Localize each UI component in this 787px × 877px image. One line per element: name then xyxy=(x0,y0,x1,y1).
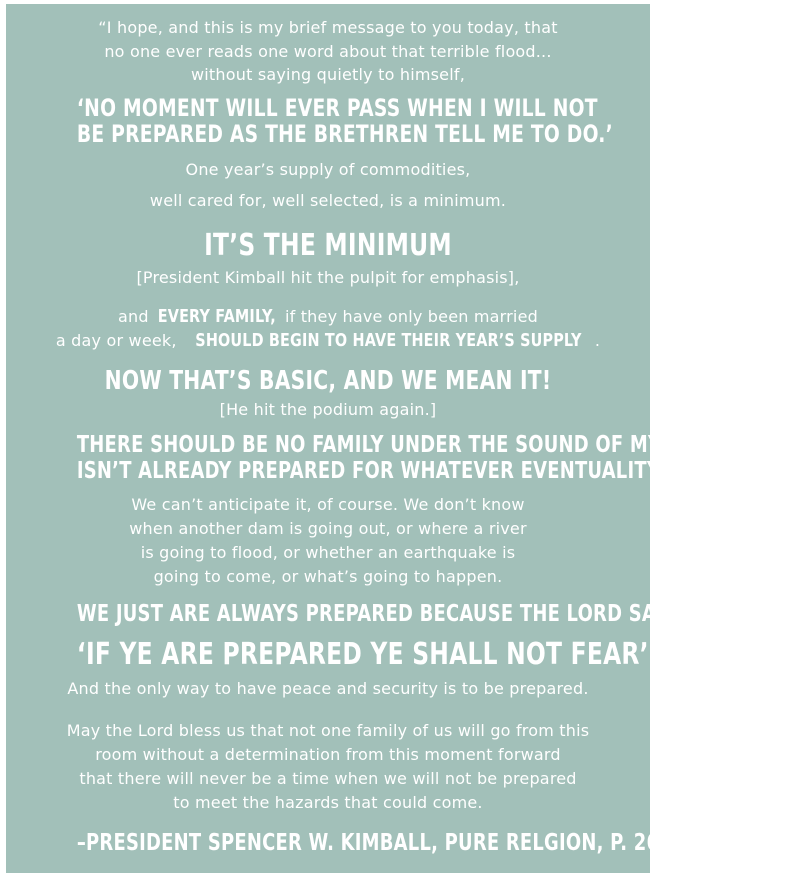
minimum-heading: IT’S THE MINIMUM xyxy=(204,228,452,263)
blessing-line-1: May the Lord bless us that not one family of us will go from this xyxy=(66,721,590,740)
pulpit-note: [President Kimball hit the pulpit for emphasis], xyxy=(136,268,520,287)
family-line-1-bold: EVERY FAMILY, xyxy=(157,306,276,327)
family-line-2-pre: a day or week, xyxy=(55,331,182,350)
blessing-line-2: room without a determination from this moment forward xyxy=(95,745,561,764)
anticipate-line-2: when another dam is going out, or where a river xyxy=(129,519,527,538)
blessing-line-4: to meet the hazards that could come. xyxy=(173,793,483,812)
quote-poster xyxy=(6,4,787,873)
resolve-line-1: ‘NO MOMENT WILL EVER PASS WHEN I WILL NOT xyxy=(76,94,598,122)
anticipate-line-3: is going to flood, or whether an earthquake is xyxy=(140,543,516,562)
family-line-2-bold: SHOULD BEGIN TO HAVE THEIR YEAR’S SUPPLY xyxy=(195,330,582,351)
blessing-line-3: that there will never be a time when we will not be prepared xyxy=(79,769,577,788)
no-family-line-1: THERE SHOULD BE NO FAMILY UNDER THE SOUND OF MY VOICE WHO xyxy=(76,432,787,458)
resolve-line-2: BE PREPARED AS THE BRETHREN TELL ME TO DO.’ xyxy=(76,120,614,148)
intro-line-2: no one ever reads one word about that terrible flood... xyxy=(104,42,552,61)
family-line-2-post: . xyxy=(594,331,601,350)
attribution: –PRESIDENT SPENCER W. KIMBALL, PURE RELGION, P. 267 xyxy=(76,830,672,856)
not-fear-heading: ‘IF YE ARE PREPARED YE SHALL NOT FEAR’. xyxy=(76,637,658,672)
always-prepared-heading: WE JUST ARE ALWAYS PREPARED BECAUSE THE LORD SAID, xyxy=(76,601,686,627)
family-line-2 xyxy=(6,331,650,351)
family-line-1-post: if they have only been married xyxy=(279,307,538,326)
family-line-1 xyxy=(6,307,650,327)
peace-line: And the only way to have peace and security is to be prepared. xyxy=(67,679,589,698)
podium-note: [He hit the podium again.] xyxy=(219,400,437,419)
family-line-1-pre: and xyxy=(118,307,155,326)
supply-line-2: well cared for, well selected, is a minimum. xyxy=(149,191,507,210)
supply-line-1: One year’s supply of commodities, xyxy=(185,160,471,179)
basic-heading: NOW THAT’S BASIC, AND WE MEAN IT! xyxy=(104,366,552,396)
anticipate-line-4: going to come, or what’s going to happen. xyxy=(153,567,503,586)
anticipate-line-1: We can’t anticipate it, of course. We don’t know xyxy=(131,495,525,514)
no-family-line-2: ISN’T ALREADY PREPARED FOR WHATEVER EVENTUALITY MAY COME. xyxy=(76,458,784,484)
intro-line-3: without saying quietly to himself, xyxy=(191,65,465,84)
intro-line-1: “I hope, and this is my brief message to you today, that xyxy=(98,18,558,37)
